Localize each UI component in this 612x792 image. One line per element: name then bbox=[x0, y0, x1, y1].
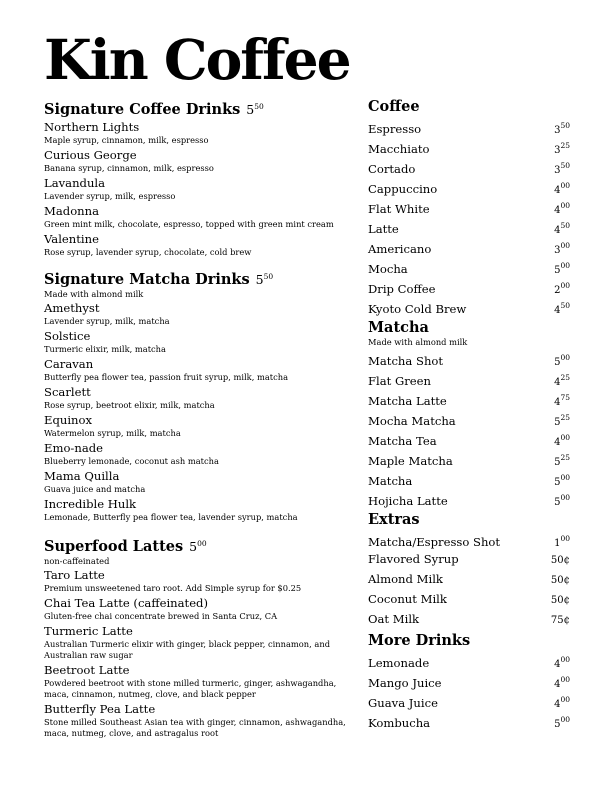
menu-item bbox=[44, 120, 360, 146]
item-name: Kyoto Cold Brew bbox=[368, 302, 467, 316]
section-price: $5^{50}$ bbox=[246, 102, 264, 117]
item-name: Espresso bbox=[368, 122, 422, 136]
section-note: non-caffeinated bbox=[44, 556, 110, 566]
price-list-extras bbox=[368, 529, 570, 629]
price-row bbox=[368, 216, 570, 236]
menu-item bbox=[44, 232, 360, 258]
item-name: Macchiato bbox=[368, 142, 430, 156]
menu-item bbox=[44, 357, 360, 383]
item-name: Flat White bbox=[368, 202, 430, 216]
menu-item bbox=[44, 663, 360, 700]
price-row bbox=[368, 196, 570, 216]
item-name: Drip Coffee bbox=[368, 282, 436, 296]
item-price: $4^{75}$ bbox=[554, 393, 570, 408]
price-row bbox=[368, 116, 570, 136]
item-name: Butterfly Pea Latte bbox=[44, 702, 156, 716]
price-row bbox=[368, 428, 570, 448]
price-row bbox=[368, 549, 570, 569]
item-desc: Rose syrup, beetroot elixir, milk, matcha bbox=[44, 400, 215, 410]
item-name: Matcha Shot bbox=[368, 354, 444, 368]
menu-item bbox=[44, 329, 360, 355]
item-name: Beetroot Latte bbox=[44, 663, 130, 677]
section-title-superfood-lattes: Superfood Lattes $5^{00}$ bbox=[44, 538, 207, 555]
price-list-coffee bbox=[368, 116, 570, 316]
item-price: $4^{00}$ bbox=[554, 181, 570, 196]
item-name: Hojicha Latte bbox=[368, 494, 448, 508]
item-name: Lemonade bbox=[368, 656, 430, 670]
item-price: $4^{00}$ bbox=[554, 201, 570, 216]
item-price: $4^{50}$ bbox=[554, 301, 570, 316]
item-name: Amethyst bbox=[44, 301, 100, 315]
item-name: Matcha bbox=[368, 474, 413, 488]
item-price: 50¢ bbox=[550, 555, 570, 566]
item-name: Scarlett bbox=[44, 385, 91, 399]
item-desc: Powdered beetroot with stone milled turmeric, ginger, ashwagandha, maca, cinnamon, nutmeg, clove, and black pepper bbox=[44, 678, 337, 699]
item-price: $5^{00}$ bbox=[554, 473, 570, 488]
price-row bbox=[368, 256, 570, 276]
item-desc: Premium unsweetened taro root. Add Simple syrup for $0.25 bbox=[44, 583, 302, 593]
item-name: Lavandula bbox=[44, 176, 106, 190]
menu-item bbox=[44, 385, 360, 411]
item-desc: Maple syrup, cinnamon, milk, espresso bbox=[44, 135, 209, 145]
section-title-coffee: Coffee bbox=[368, 98, 420, 115]
item-name: Curious George bbox=[44, 148, 137, 162]
item-name: Mocha Matcha bbox=[368, 414, 456, 428]
menu-item bbox=[44, 413, 360, 439]
section-title-signature-matcha: Signature Matcha Drinks $5^{50}$ bbox=[44, 271, 274, 288]
menu-item bbox=[44, 441, 360, 467]
item-desc: Banana syrup, cinnamon, milk, espresso bbox=[44, 163, 214, 173]
item-name: Oat Milk bbox=[368, 612, 420, 626]
item-name: Matcha/Espresso Shot bbox=[368, 535, 501, 549]
item-price: $3^{25}$ bbox=[554, 141, 570, 156]
price-row bbox=[368, 368, 570, 388]
item-name: Caravan bbox=[44, 357, 94, 371]
item-price: $3^{50}$ bbox=[554, 121, 570, 136]
left-column bbox=[44, 97, 360, 741]
menu-item bbox=[44, 497, 360, 523]
item-name: Flavored Syrup bbox=[368, 552, 459, 566]
section-title-signature-coffee: Signature Coffee Drinks $5^{50}$ bbox=[44, 101, 264, 118]
item-price: $5^{00}$ bbox=[554, 353, 570, 368]
price-row bbox=[368, 448, 570, 468]
price-row bbox=[368, 388, 570, 408]
item-desc: Green mint milk, chocolate, espresso, topped with green mint cream bbox=[44, 219, 334, 229]
item-name: Northern Lights bbox=[44, 120, 140, 134]
right-column bbox=[368, 97, 570, 730]
menu-item bbox=[44, 702, 360, 739]
item-name: Matcha Tea bbox=[368, 434, 437, 448]
menu-item bbox=[44, 301, 360, 327]
section-price: $5^{00}$ bbox=[189, 539, 207, 554]
item-price: $1^{00}$ bbox=[554, 534, 570, 549]
item-name: Incredible Hulk bbox=[44, 497, 137, 511]
price-row bbox=[368, 296, 570, 316]
item-price: 75¢ bbox=[550, 615, 570, 626]
item-name: Madonna bbox=[44, 204, 100, 218]
price-row bbox=[368, 569, 570, 589]
menu-item bbox=[44, 204, 360, 230]
item-price: $4^{50}$ bbox=[554, 221, 570, 236]
item-desc: Stone milled Southeast Asian tea with ginger, cinnamon, ashwagandha, maca, nutmeg, clove, and astragalus root bbox=[44, 717, 346, 738]
item-name: Cortado bbox=[368, 162, 416, 176]
price-row bbox=[368, 650, 570, 670]
price-row bbox=[368, 670, 570, 690]
price-row bbox=[368, 710, 570, 730]
brand-title: Kin Coffee bbox=[44, 27, 350, 92]
item-name: Equinox bbox=[44, 413, 93, 427]
menu-item bbox=[44, 624, 360, 661]
item-price: $3^{50}$ bbox=[554, 161, 570, 176]
item-desc: Rose syrup, lavender syrup, chocolate, cold brew bbox=[44, 247, 252, 257]
item-name: Cappuccino bbox=[368, 182, 438, 196]
item-price: $3^{00}$ bbox=[554, 241, 570, 256]
item-price: $5^{00}$ bbox=[554, 261, 570, 276]
item-price: $5^{25}$ bbox=[554, 453, 570, 468]
item-desc: Australian Turmeric elixir with ginger, black pepper, cinnamon, and Australian raw sugar bbox=[44, 639, 331, 660]
section-title-more-drinks: More Drinks bbox=[368, 632, 471, 649]
price-row bbox=[368, 408, 570, 428]
price-row bbox=[368, 488, 570, 508]
menu-item bbox=[44, 148, 360, 174]
item-name-suffix: (caffeinated) bbox=[129, 596, 208, 610]
section-title-matcha: Matcha bbox=[368, 319, 429, 336]
item-name: Valentine bbox=[44, 232, 99, 246]
price-row bbox=[368, 276, 570, 296]
item-price: $2^{00}$ bbox=[554, 281, 570, 296]
section-price: $5^{50}$ bbox=[255, 272, 274, 287]
item-price: $4^{00}$ bbox=[554, 433, 570, 448]
section-title-extras: Extras bbox=[368, 511, 420, 528]
item-name: Coconut Milk bbox=[368, 592, 447, 606]
item-price: $5^{25}$ bbox=[554, 413, 570, 428]
item-name: Latte bbox=[368, 222, 399, 236]
item-desc: Guava juice and matcha bbox=[44, 484, 146, 494]
price-row bbox=[368, 136, 570, 156]
item-name: Flat Green bbox=[368, 374, 432, 388]
price-row bbox=[368, 156, 570, 176]
price-list-more-drinks bbox=[368, 650, 570, 730]
price-row bbox=[368, 589, 570, 609]
menu-item bbox=[44, 596, 360, 622]
menu-item bbox=[44, 568, 360, 594]
price-list-matcha bbox=[368, 348, 570, 508]
price-row bbox=[368, 236, 570, 256]
item-name: Guava Juice bbox=[368, 696, 438, 710]
item-desc: Gluten-free chai concentrate brewed in Santa Cruz, CA bbox=[44, 611, 278, 621]
item-name: Maple Matcha bbox=[368, 454, 453, 468]
item-desc: Turmeric elixir, milk, matcha bbox=[44, 344, 166, 354]
item-name: Mama Quilla bbox=[44, 469, 120, 483]
item-name: Taro Latte bbox=[44, 568, 105, 582]
item-price: $4^{00}$ bbox=[554, 675, 570, 690]
item-price: $5^{00}$ bbox=[554, 493, 570, 508]
price-row bbox=[368, 348, 570, 368]
item-desc: Lemonade, Butterfly pea flower tea, lavender syrup, matcha bbox=[44, 512, 298, 522]
item-desc: Lavender syrup, milk, matcha bbox=[44, 316, 170, 326]
item-price: $5^{00}$ bbox=[554, 715, 570, 730]
item-name: Emo-nade bbox=[44, 441, 104, 455]
item-name: Turmeric Latte bbox=[44, 624, 133, 638]
item-name: Solstice bbox=[44, 329, 91, 343]
item-desc: Butterfly pea flower tea, passion fruit syrup, milk, matcha bbox=[44, 372, 289, 382]
price-row bbox=[368, 529, 570, 549]
item-name: Mango Juice bbox=[368, 676, 442, 690]
item-desc: Watermelon syrup, milk, matcha bbox=[44, 428, 181, 438]
price-row bbox=[368, 690, 570, 710]
item-name: Americano bbox=[368, 242, 432, 256]
menu-item bbox=[44, 176, 360, 202]
section-note: Made with almond milk bbox=[368, 337, 468, 347]
price-row bbox=[368, 609, 570, 629]
menu-item bbox=[44, 469, 360, 495]
item-name: Mocha bbox=[368, 262, 408, 276]
section-note: Made with almond milk bbox=[44, 289, 144, 299]
item-name: Chai Tea Latte (caffeinated) bbox=[44, 596, 208, 610]
item-name: Kombucha bbox=[368, 716, 431, 730]
price-row bbox=[368, 468, 570, 488]
item-desc: Lavender syrup, milk, espresso bbox=[44, 191, 176, 201]
item-price: 50¢ bbox=[550, 595, 570, 606]
item-name: Almond Milk bbox=[368, 572, 443, 586]
item-price: $4^{00}$ bbox=[554, 655, 570, 670]
item-desc: Blueberry lemonade, coconut ash matcha bbox=[44, 456, 219, 466]
item-price: $4^{25}$ bbox=[554, 373, 570, 388]
item-name: Matcha Latte bbox=[368, 394, 447, 408]
item-price: 50¢ bbox=[550, 575, 570, 586]
item-price: $4^{00}$ bbox=[554, 695, 570, 710]
price-row bbox=[368, 176, 570, 196]
